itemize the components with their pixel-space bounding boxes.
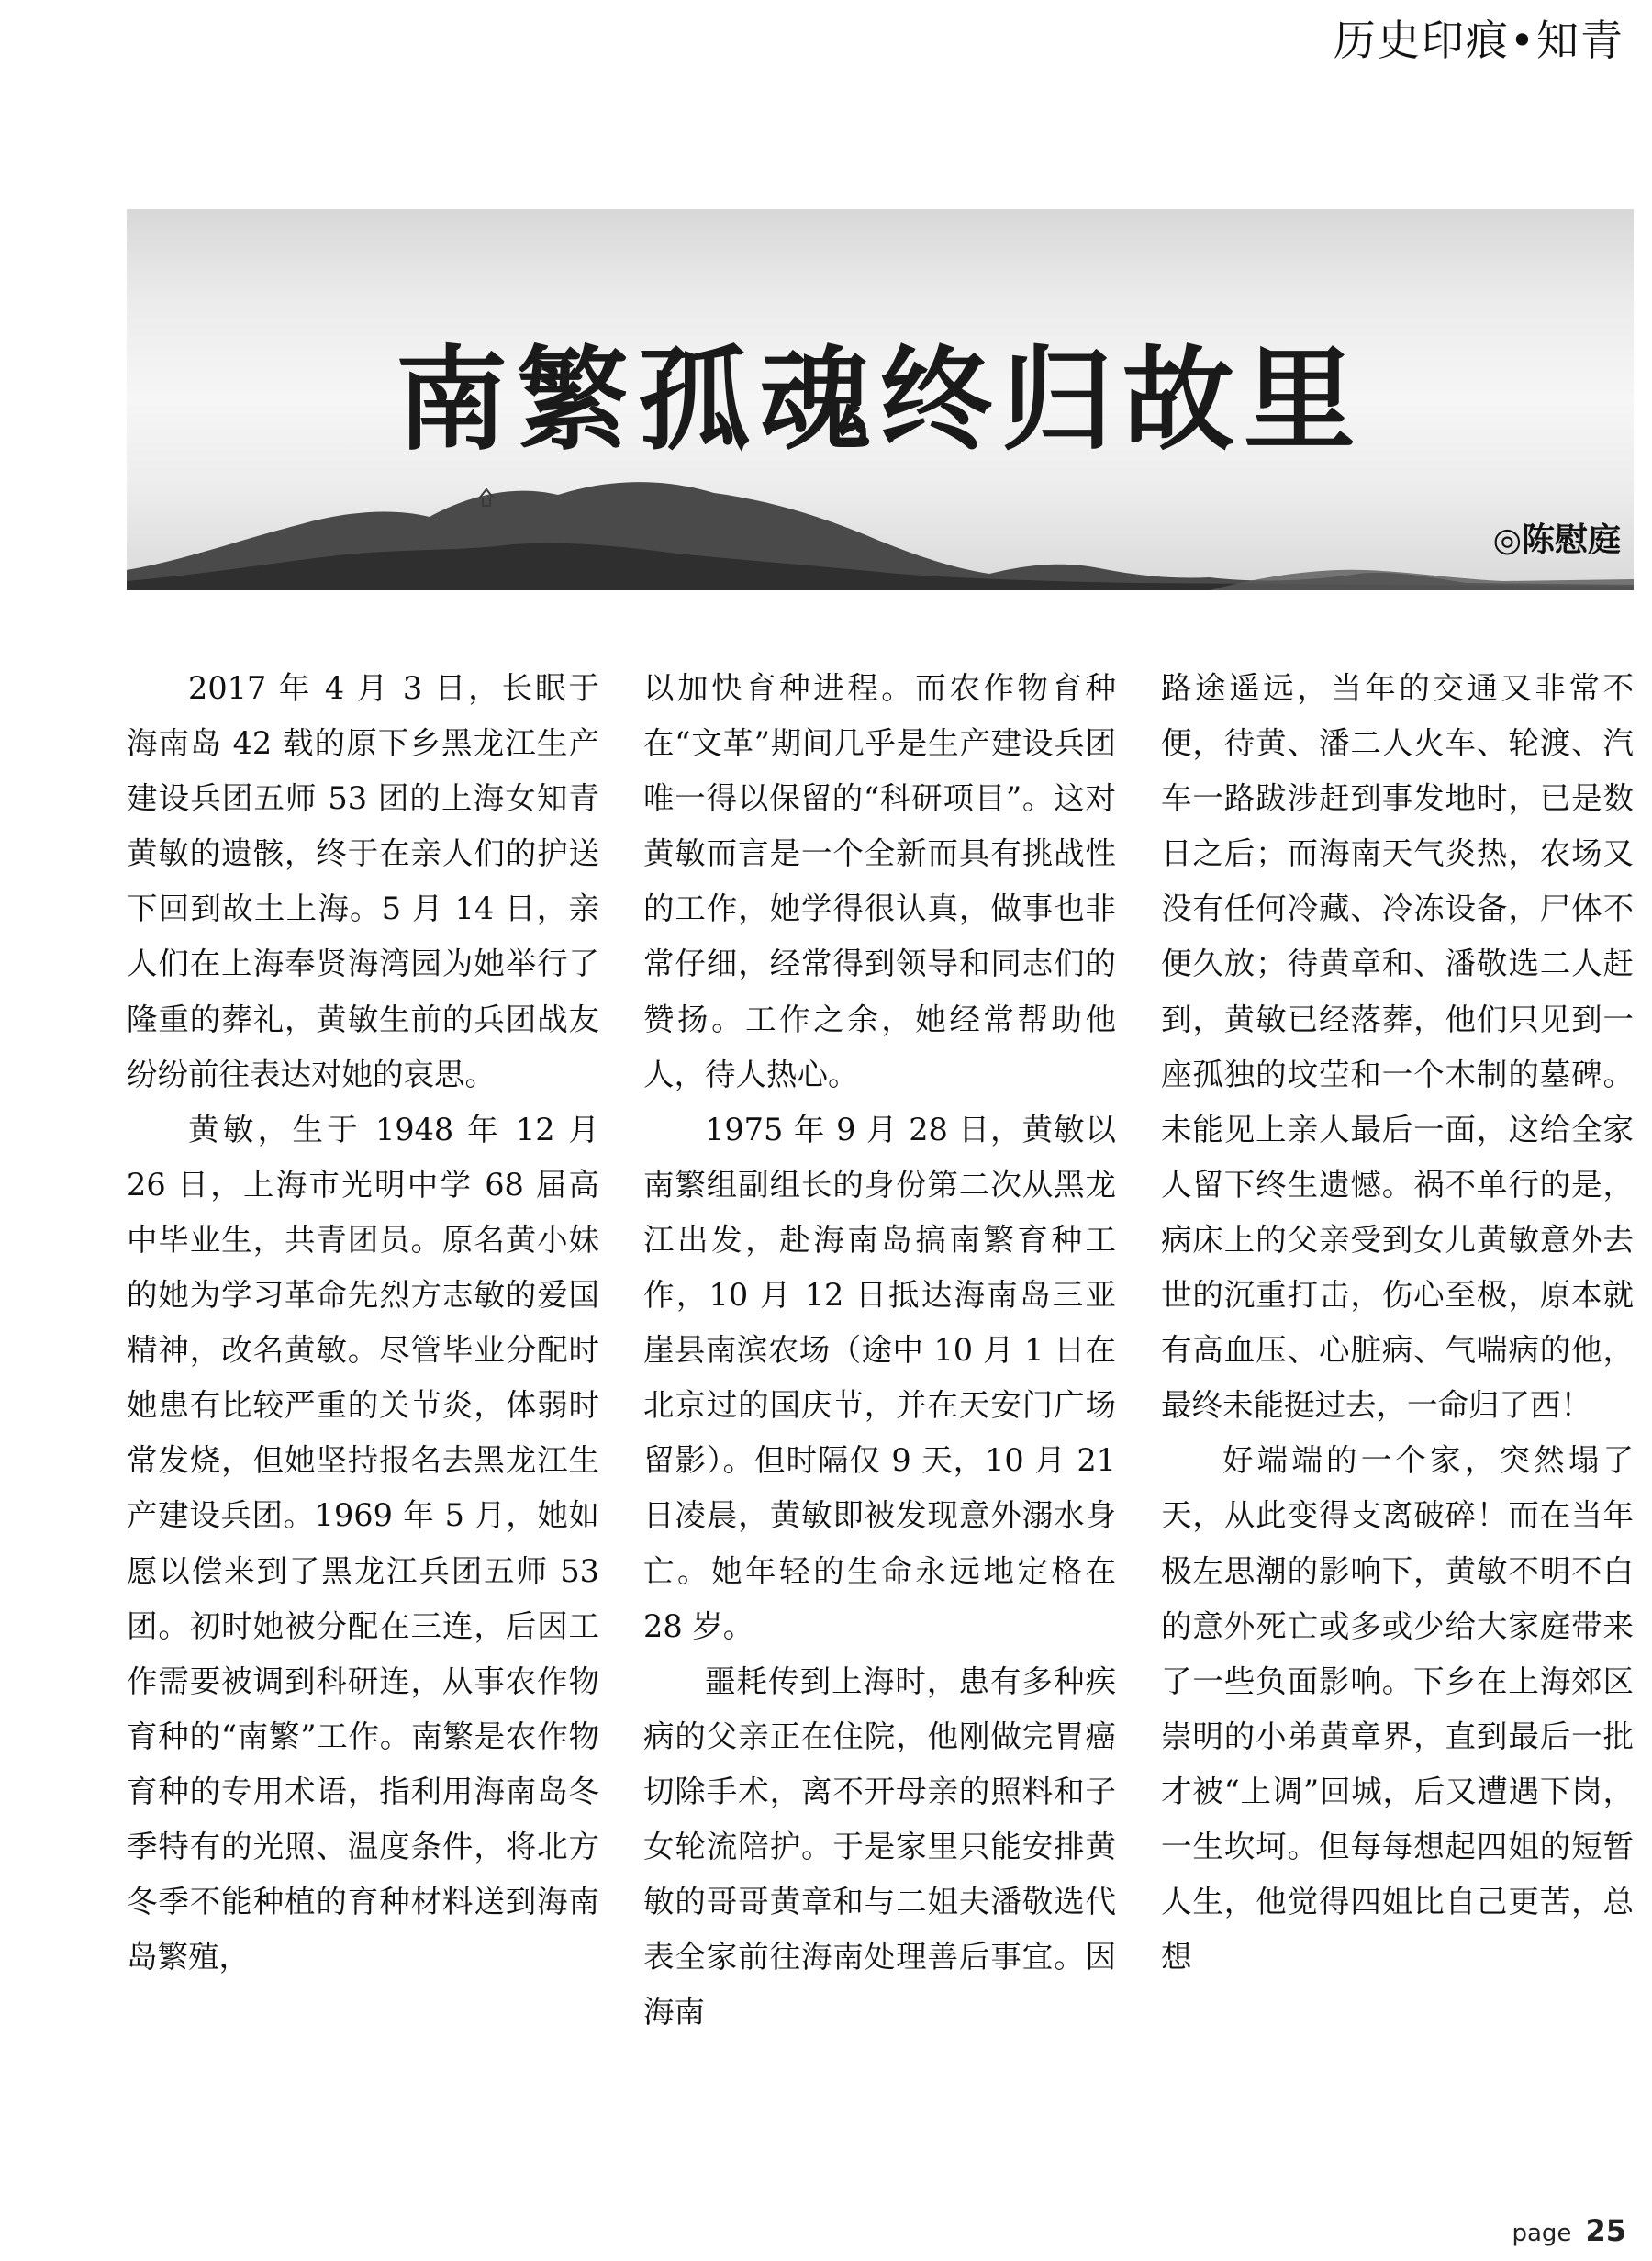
section-header: 历史印痕•知青 [1333, 16, 1624, 65]
paragraph: 2017 年 4 月 3 日，长眠于海南岛 42 载的原下乡黑龙江生产建设兵团五师 53 团的上海女知青黄敏的遗骸，终于在亲人们的护送下回到故土上海。5 月 14 日，亲人们在上海奉贤海湾园为她举行了隆重的葬礼，黄敏生前的兵团战友纷纷前往表达对她的哀思。 [127, 670, 599, 1092]
article-title: 南繁孤魂终归故里 [396, 333, 1365, 465]
text-column-3 [1161, 661, 1634, 1985]
text-column-2 [643, 661, 1116, 2040]
paragraph: 路途遥远，当年的交通又非常不便，待黄、潘二人火车、轮渡、汽车一路跋涉赶到事发地时，已是数日之后；而海南天气炎热，农场又没有任何冷藏、冷冻设备，尸体不便久放；待黄章和、潘敬选二人赶到，黄敏已经落葬，他们只见到一座孤独的坟茔和一个木制的墓碑。未能见上亲人最后一面，这给全家人留下终生遗憾。祸不单行的是，病床上的父亲受到女儿黄敏意外去世的沉重打击，伤心至极，原本就有高血压、心脏病、气喘病的他，最终未能挺过去，一命归了西！ [1161, 670, 1634, 1424]
page-label: page [1512, 2220, 1572, 2247]
author-byline: ◎陈慰庭 [1492, 521, 1621, 559]
paragraph: 以加快育种进程。而农作物育种在“文革”期间几乎是生产建设兵团唯一得以保留的“科研项目”。这对黄敏而言是一个全新而具有挑战性的工作，她学得很认真，做事也非常仔细，经常得到领导和同志们的赞扬。工作之余，她经常帮助他人，待人热心。 [643, 670, 1116, 1092]
paragraph: 1975 年 9 月 28 日，黄敏以南繁组副组长的身份第二次从黑龙江出发，赴海南岛搞南繁育种工作，10 月 12 日抵达海南岛三亚崖县南滨农场（途中 10 月 1 日在北京过的国庆节，并在天安门广场留影）。但时隔仅 9 天，10 月 21 日凌晨，黄敏即被发现意外溺水身亡。她年轻的生命永远地定格在 28 岁。 [643, 1111, 1116, 1644]
paragraph: 黄敏，生于 1948 年 12 月 26 日，上海市光明中学 68 届高中毕业生，共青团员。原名黄小妹的她为学习革命先烈方志敏的爱国精神，改名黄敏。尽管毕业分配时她患有比较严重的关节炎，体弱时常发烧，但她坚持报名去黑龙江生产建设兵团。1969 年 5 月，她如愿以偿来到了黑龙江兵团五师 53 团。初时她被分配在三连，后因工作需要被调到科研连，从事农作物育种的“南繁”工作。南繁是农作物育种的专用术语，指利用海南岛冬季特有的光照、温度条件，将北方冬季不能种植的育种材料送到海南岛繁殖， [127, 1111, 599, 1976]
page-number: 25 [1585, 2213, 1626, 2248]
mountain-silhouette-image [127, 453, 1634, 590]
page-footer [1512, 2213, 1626, 2248]
text-column-1 [127, 661, 599, 1985]
paragraph: 好端端的一个家，突然塌了天，从此变得支离破碎！而在当年极左思潮的影响下，黄敏不明不白的意外死亡或多或少给大家庭带来了一些负面影响。下乡在上海郊区崇明的小弟黄章界，直到最后一批才被“上调”回城，后又遭遇下岗，一生坎坷。但每每想起四姐的短暂人生，他觉得四姐比自己更苦，总想 [1161, 1442, 1634, 1976]
title-banner [127, 209, 1634, 590]
paragraph: 噩耗传到上海时，患有多种疾病的父亲正在住院，他刚做完胃癌切除手术，离不开母亲的照料和子女轮流陪护。于是家里只能安排黄敏的哥哥黄章和与二姐夫潘敬选代表全家前往海南处理善后事宜。因海南 [643, 1662, 1116, 2031]
